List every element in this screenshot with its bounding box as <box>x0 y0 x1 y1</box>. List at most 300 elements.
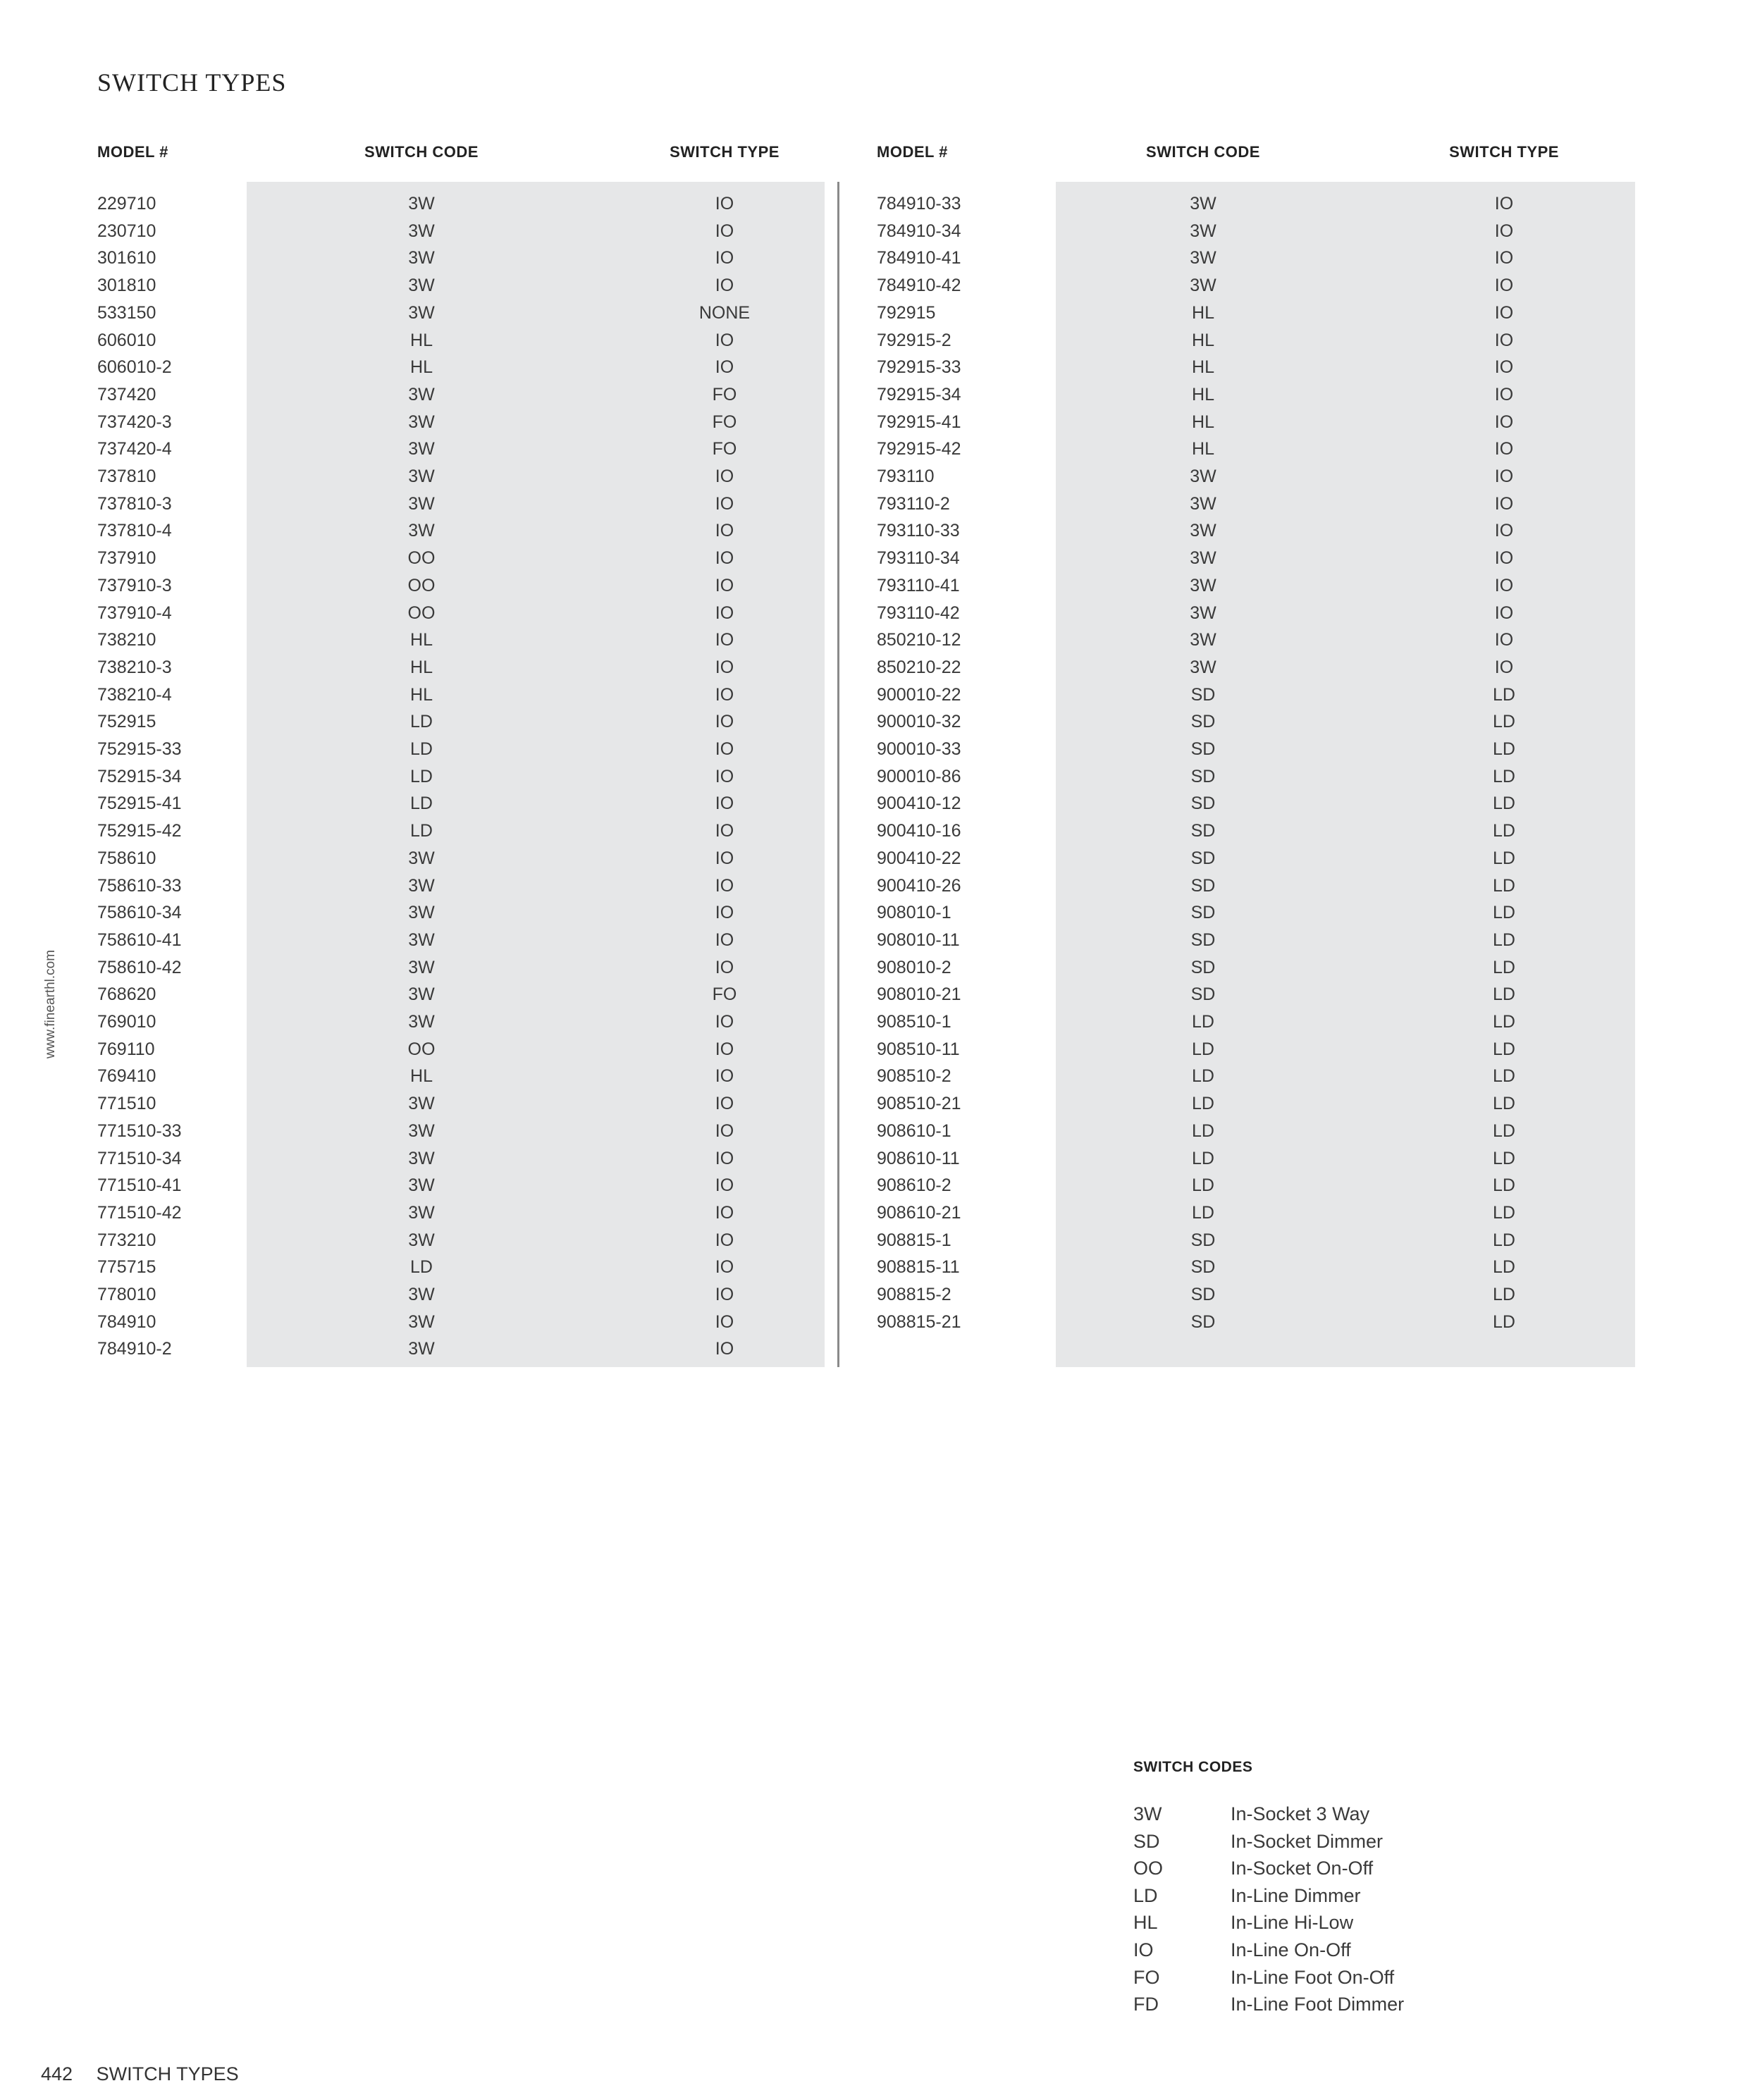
table-row <box>877 299 1624 326</box>
legend-description: In-Socket On-Off <box>1231 1858 1374 1879</box>
switch-code: LD <box>410 793 433 814</box>
switch-type: IO <box>715 1202 734 1223</box>
table-row <box>97 981 844 1008</box>
table-row <box>97 1199 844 1226</box>
switch-type: IO <box>1494 412 1514 432</box>
switch-type: LD <box>1493 1120 1515 1141</box>
legend-item <box>1133 1855 1500 1882</box>
switch-code: LD <box>410 821 433 841</box>
table-row <box>877 436 1624 462</box>
table-row <box>97 272 844 299</box>
switch-type: IO <box>1494 657 1514 677</box>
model-number: 900410-26 <box>877 875 961 896</box>
switch-type: IO <box>715 1039 734 1059</box>
table-row <box>877 463 1624 490</box>
model-number: 784910-42 <box>877 276 961 296</box>
switch-type: IO <box>1494 575 1514 595</box>
table-row <box>97 927 844 953</box>
model-number: 771510-33 <box>97 1120 182 1141</box>
model-number: 775715 <box>97 1257 156 1278</box>
model-number: 792915-33 <box>877 357 961 378</box>
table-row <box>97 190 844 217</box>
model-number: 737810-3 <box>97 493 172 514</box>
switch-code: 3W <box>408 493 435 514</box>
model-number: 758610-41 <box>97 929 182 950</box>
switch-type: IO <box>715 1066 734 1087</box>
model-number: 792915-34 <box>877 384 961 404</box>
table-row <box>97 626 844 653</box>
table-row <box>97 490 844 517</box>
table-row <box>97 436 844 462</box>
model-number: 769010 <box>97 1012 156 1032</box>
switch-type: LD <box>1493 1012 1515 1032</box>
switch-type: IO <box>715 793 734 814</box>
table-row <box>97 1227 844 1254</box>
switch-code: 3W <box>408 984 435 1005</box>
model-number: 900010-33 <box>877 739 961 759</box>
table-row <box>877 327 1624 354</box>
model-number: 778010 <box>97 1285 156 1304</box>
switch-code: LD <box>1192 1094 1214 1114</box>
switch-code: SD <box>1190 1311 1216 1332</box>
switch-type: LD <box>1493 821 1515 841</box>
switch-code: LD <box>410 766 433 786</box>
table-row <box>877 872 1624 899</box>
switch-code: HL <box>410 630 433 650</box>
model-number: 771510-41 <box>97 1175 182 1196</box>
switch-type: IO <box>715 357 734 378</box>
switch-type: IO <box>715 1175 734 1196</box>
table-row <box>97 545 844 572</box>
model-number: 771510-42 <box>97 1202 182 1223</box>
table-row <box>877 409 1624 436</box>
switch-code: HL <box>410 657 433 677</box>
model-number: 738210-3 <box>97 657 172 677</box>
switch-type: IO <box>715 1094 734 1114</box>
switch-code: 3W <box>1190 521 1216 541</box>
switch-code: HL <box>1192 330 1214 350</box>
table-row <box>97 899 844 926</box>
switch-code: 3W <box>1190 276 1216 296</box>
switch-type: LD <box>1493 957 1515 977</box>
switch-type: IO <box>1494 603 1514 623</box>
table-row <box>97 517 844 544</box>
model-number: 771510 <box>97 1094 156 1114</box>
legend-item <box>1133 1909 1500 1936</box>
switch-type: IO <box>715 1285 734 1304</box>
model-number: 908610-2 <box>877 1175 951 1196</box>
switch-type: FO <box>712 384 737 404</box>
model-number: 793110-41 <box>877 575 960 595</box>
switch-type: IO <box>715 493 734 514</box>
model-number: 793110 <box>877 467 935 486</box>
header-switch-type: SWITCH TYPE <box>670 143 780 161</box>
website-url: www.finearthl.com <box>43 949 58 1059</box>
model-number: 737810-4 <box>97 521 172 541</box>
switch-type: LD <box>1493 1066 1515 1087</box>
table-row <box>877 1008 1624 1035</box>
switch-code: SD <box>1190 929 1216 950</box>
table-row <box>877 1254 1624 1280</box>
table-row <box>877 626 1624 653</box>
model-number: 758610-42 <box>97 957 182 977</box>
switch-code: 3W <box>408 412 435 432</box>
table-row <box>97 1145 844 1172</box>
legend-code: FD <box>1133 1994 1159 2015</box>
table-row <box>877 899 1624 926</box>
model-number: 758610 <box>97 848 156 868</box>
switch-code: LD <box>1192 1175 1214 1196</box>
table-row <box>97 790 844 817</box>
switch-type: IO <box>1494 194 1514 214</box>
switch-code: HL <box>1192 384 1214 404</box>
switch-code: HL <box>410 684 433 705</box>
model-number: 752915-33 <box>97 739 182 759</box>
page-footer <box>41 2063 239 2085</box>
switch-code: 3W <box>1190 575 1216 595</box>
switch-type: LD <box>1493 712 1515 732</box>
switch-type: LD <box>1493 793 1515 814</box>
switch-code: LD <box>410 739 433 759</box>
model-number: 533150 <box>97 302 156 323</box>
model-number: 768620 <box>97 984 156 1005</box>
switch-type: IO <box>1494 248 1514 268</box>
model-number: 758610-34 <box>97 903 182 923</box>
table-row <box>877 736 1624 762</box>
switch-code: 3W <box>1190 548 1216 569</box>
switch-code: 3W <box>408 929 435 950</box>
switch-code: 3W <box>408 221 435 241</box>
switch-code: OO <box>407 575 436 595</box>
switch-code: 3W <box>408 903 435 923</box>
left-table-header <box>97 141 844 163</box>
table-row <box>877 654 1624 681</box>
switch-type: LD <box>1493 1230 1515 1250</box>
model-number: 908610-21 <box>877 1202 961 1223</box>
model-number: 758610-33 <box>97 875 182 896</box>
table-row <box>97 1063 844 1089</box>
legend-description: In-Line On-Off <box>1231 1939 1351 1960</box>
model-number: 908510-1 <box>877 1012 951 1032</box>
switch-type: IO <box>715 684 734 705</box>
switch-type: NONE <box>698 302 751 323</box>
switch-code: LD <box>1192 1148 1214 1168</box>
model-number: 900010-32 <box>877 712 961 732</box>
switch-type: LD <box>1493 848 1515 868</box>
model-number: 784910-33 <box>877 194 961 214</box>
table-row <box>97 600 844 626</box>
switch-code: 3W <box>1190 630 1216 650</box>
table-row <box>877 927 1624 953</box>
model-number: 769110 <box>97 1039 155 1059</box>
legend-code: IO <box>1133 1939 1154 1960</box>
switch-code: SD <box>1190 1230 1216 1250</box>
switch-code: 3W <box>408 384 435 404</box>
switch-type: IO <box>1494 276 1514 296</box>
model-number: 793110-33 <box>877 521 960 541</box>
table-row <box>97 1172 844 1199</box>
switch-code: OO <box>407 548 436 569</box>
model-number: 793110-34 <box>877 548 960 569</box>
switch-code: 3W <box>1190 194 1216 214</box>
switch-type: LD <box>1493 1039 1515 1059</box>
switch-code: 3W <box>408 302 435 323</box>
table-row <box>877 1118 1624 1144</box>
table-row <box>97 327 844 354</box>
switch-code: SD <box>1190 739 1216 759</box>
switch-type: LD <box>1493 929 1515 950</box>
table-row <box>97 463 844 490</box>
switch-type: FO <box>712 984 737 1005</box>
switch-code: SD <box>1190 957 1216 977</box>
switch-code: LD <box>1192 1039 1214 1059</box>
table-row <box>877 600 1624 626</box>
switch-type: IO <box>715 957 734 977</box>
table-row <box>97 954 844 981</box>
table-row <box>97 1335 844 1362</box>
table-row <box>877 272 1624 299</box>
switch-type: IO <box>1494 493 1514 514</box>
model-number: 900410-12 <box>877 793 961 814</box>
page-number: 442 <box>41 2063 73 2084</box>
model-number: 908815-21 <box>877 1311 961 1332</box>
switch-type: IO <box>1494 384 1514 404</box>
model-number: 737420 <box>97 384 156 404</box>
switch-code: HL <box>1192 439 1214 459</box>
switch-type: IO <box>715 194 734 214</box>
table-row <box>877 981 1624 1008</box>
switch-type: FO <box>712 412 737 432</box>
switch-code: 3W <box>1190 657 1216 677</box>
switch-type: IO <box>1494 357 1514 378</box>
table-row <box>97 817 844 844</box>
switch-type: IO <box>715 276 734 296</box>
model-number: 784910-2 <box>97 1339 172 1359</box>
switch-code: 3W <box>1190 603 1216 623</box>
switch-type: IO <box>715 848 734 868</box>
model-number: 908610-11 <box>877 1148 960 1168</box>
model-number: 908815-1 <box>877 1230 951 1250</box>
switch-code: HL <box>1192 357 1214 378</box>
switch-code: HL <box>410 357 433 378</box>
switch-type: IO <box>1494 330 1514 350</box>
switch-code: SD <box>1190 848 1216 868</box>
switch-code: 3W <box>1190 248 1216 268</box>
switch-type: LD <box>1493 1285 1515 1304</box>
table-row <box>97 409 844 436</box>
switch-code: 3W <box>1190 467 1216 486</box>
switch-type: FO <box>712 439 737 459</box>
legend-title: SWITCH CODES <box>1133 1759 1253 1775</box>
table-row <box>97 299 844 326</box>
model-number: 908610-1 <box>877 1120 951 1141</box>
legend-item <box>1133 1964 1500 1991</box>
switch-code: HL <box>1192 412 1214 432</box>
legend-item <box>1133 1801 1500 1827</box>
switch-code: LD <box>1192 1066 1214 1087</box>
switch-type: IO <box>715 1339 734 1359</box>
switch-type: LD <box>1493 984 1515 1005</box>
model-number: 230710 <box>97 221 156 241</box>
switch-code: LD <box>410 712 433 732</box>
model-number: 900410-16 <box>877 821 961 841</box>
switch-type: IO <box>1494 521 1514 541</box>
model-number: 792915-41 <box>877 412 961 432</box>
table-row <box>97 1090 844 1117</box>
switch-code: 3W <box>408 1230 435 1250</box>
table-row <box>877 572 1624 599</box>
legend-description: In-Line Hi-Low <box>1231 1912 1354 1934</box>
switch-type: LD <box>1493 739 1515 759</box>
legend-description: In-Socket 3 Way <box>1231 1803 1370 1824</box>
model-number: 752915-42 <box>97 821 182 841</box>
table-row <box>97 1036 844 1063</box>
model-number: 908815-11 <box>877 1257 960 1278</box>
table-row <box>97 218 844 245</box>
model-number: 908510-2 <box>877 1066 951 1087</box>
header-switch-type: SWITCH TYPE <box>1449 143 1559 161</box>
model-number: 784910-34 <box>877 221 961 241</box>
legend-description: In-Line Dimmer <box>1231 1884 1361 1906</box>
model-number: 908010-21 <box>877 984 961 1005</box>
model-number: 908010-11 <box>877 929 960 950</box>
model-number: 301810 <box>97 276 156 296</box>
switch-code: 3W <box>408 1202 435 1223</box>
switch-code: 3W <box>1190 493 1216 514</box>
switch-type: IO <box>715 548 734 569</box>
model-number: 738210 <box>97 630 156 650</box>
switch-type: LD <box>1493 1257 1515 1278</box>
table-row <box>97 354 844 381</box>
table-row <box>877 817 1624 844</box>
model-number: 793110-42 <box>877 603 960 623</box>
table-row <box>877 381 1624 408</box>
switch-type: IO <box>715 1257 734 1278</box>
model-number: 301610 <box>97 248 156 268</box>
switch-type: IO <box>715 1230 734 1250</box>
header-switch-code: SWITCH CODE <box>364 143 479 161</box>
model-number: 737420-3 <box>97 412 172 432</box>
table-row <box>877 681 1624 708</box>
switch-code: LD <box>1192 1202 1214 1223</box>
switch-code: 3W <box>408 957 435 977</box>
switch-type: IO <box>715 766 734 786</box>
legend-code: HL <box>1133 1912 1158 1934</box>
switch-code: 3W <box>408 1094 435 1114</box>
legend-description: In-Socket Dimmer <box>1231 1830 1384 1852</box>
switch-code: SD <box>1190 875 1216 896</box>
switch-code: 3W <box>408 875 435 896</box>
model-number: 792915-2 <box>877 330 951 350</box>
table-row <box>97 708 844 735</box>
model-number: 606010-2 <box>97 357 172 378</box>
table-row <box>877 1281 1624 1308</box>
model-number: 900410-22 <box>877 848 961 868</box>
switch-code: SD <box>1190 984 1216 1005</box>
switch-code: 3W <box>408 848 435 868</box>
model-number: 850210-22 <box>877 657 961 677</box>
header-model: MODEL # <box>97 143 168 161</box>
legend-code: SD <box>1133 1830 1160 1852</box>
switch-code: SD <box>1190 766 1216 786</box>
model-number: 908815-2 <box>877 1285 951 1304</box>
right-table-header <box>877 141 1624 163</box>
model-number: 737910 <box>97 548 156 569</box>
model-number: 908510-11 <box>877 1039 960 1059</box>
switch-code: SD <box>1190 1285 1216 1304</box>
table-row <box>97 681 844 708</box>
switch-type: LD <box>1493 1311 1515 1332</box>
model-number: 606010 <box>97 330 156 350</box>
switch-type: IO <box>715 821 734 841</box>
model-number: 738210-4 <box>97 684 172 705</box>
table-row <box>877 1172 1624 1199</box>
switch-type: LD <box>1493 1175 1515 1196</box>
model-number: 850210-12 <box>877 630 961 650</box>
switch-code: OO <box>407 1039 436 1059</box>
model-number: 900010-22 <box>877 684 961 705</box>
model-number: 752915 <box>97 712 156 732</box>
table-row <box>877 190 1624 217</box>
switch-type: IO <box>1494 221 1514 241</box>
legend-item <box>1133 1937 1500 1963</box>
model-number: 792915-42 <box>877 439 961 459</box>
model-number: 908510-21 <box>877 1094 961 1114</box>
switch-code: HL <box>1192 302 1214 323</box>
switch-type: IO <box>1494 467 1514 486</box>
switch-code: 3W <box>1190 221 1216 241</box>
switch-code: 3W <box>408 194 435 214</box>
switch-code: 3W <box>408 467 435 486</box>
model-number: 793110-2 <box>877 493 950 514</box>
model-number: 771510-34 <box>97 1148 182 1168</box>
page-title: SWITCH TYPES <box>97 68 287 97</box>
model-number: 752915-34 <box>97 766 182 786</box>
switch-code: 3W <box>408 521 435 541</box>
model-number: 900010-86 <box>877 766 961 786</box>
switch-type: LD <box>1493 684 1515 705</box>
model-number: 737810 <box>97 467 156 486</box>
switch-type: IO <box>715 221 734 241</box>
switch-code: 3W <box>408 1175 435 1196</box>
table-row <box>877 708 1624 735</box>
table-row <box>877 517 1624 544</box>
table-row <box>877 490 1624 517</box>
switch-type: IO <box>715 1012 734 1032</box>
switch-code: LD <box>1192 1120 1214 1141</box>
table-row <box>97 1254 844 1280</box>
switch-type: LD <box>1493 1148 1515 1168</box>
switch-code: LD <box>410 1257 433 1278</box>
switch-code: SD <box>1190 821 1216 841</box>
switch-code: 3W <box>408 1012 435 1032</box>
model-number: 792915 <box>877 302 936 323</box>
switch-code: LD <box>1192 1012 1214 1032</box>
legend-code: LD <box>1133 1884 1158 1906</box>
table-row <box>877 1090 1624 1117</box>
switch-code: 3W <box>408 1148 435 1168</box>
switch-type: IO <box>715 1120 734 1141</box>
table-row <box>877 1227 1624 1254</box>
switch-type: IO <box>715 1148 734 1168</box>
table-row <box>877 763 1624 790</box>
switch-type: IO <box>715 1311 734 1332</box>
table-row <box>877 1036 1624 1063</box>
model-number: 908010-1 <box>877 903 951 923</box>
switch-type: LD <box>1493 1202 1515 1223</box>
switch-type: IO <box>1494 439 1514 459</box>
table-row <box>97 381 844 408</box>
